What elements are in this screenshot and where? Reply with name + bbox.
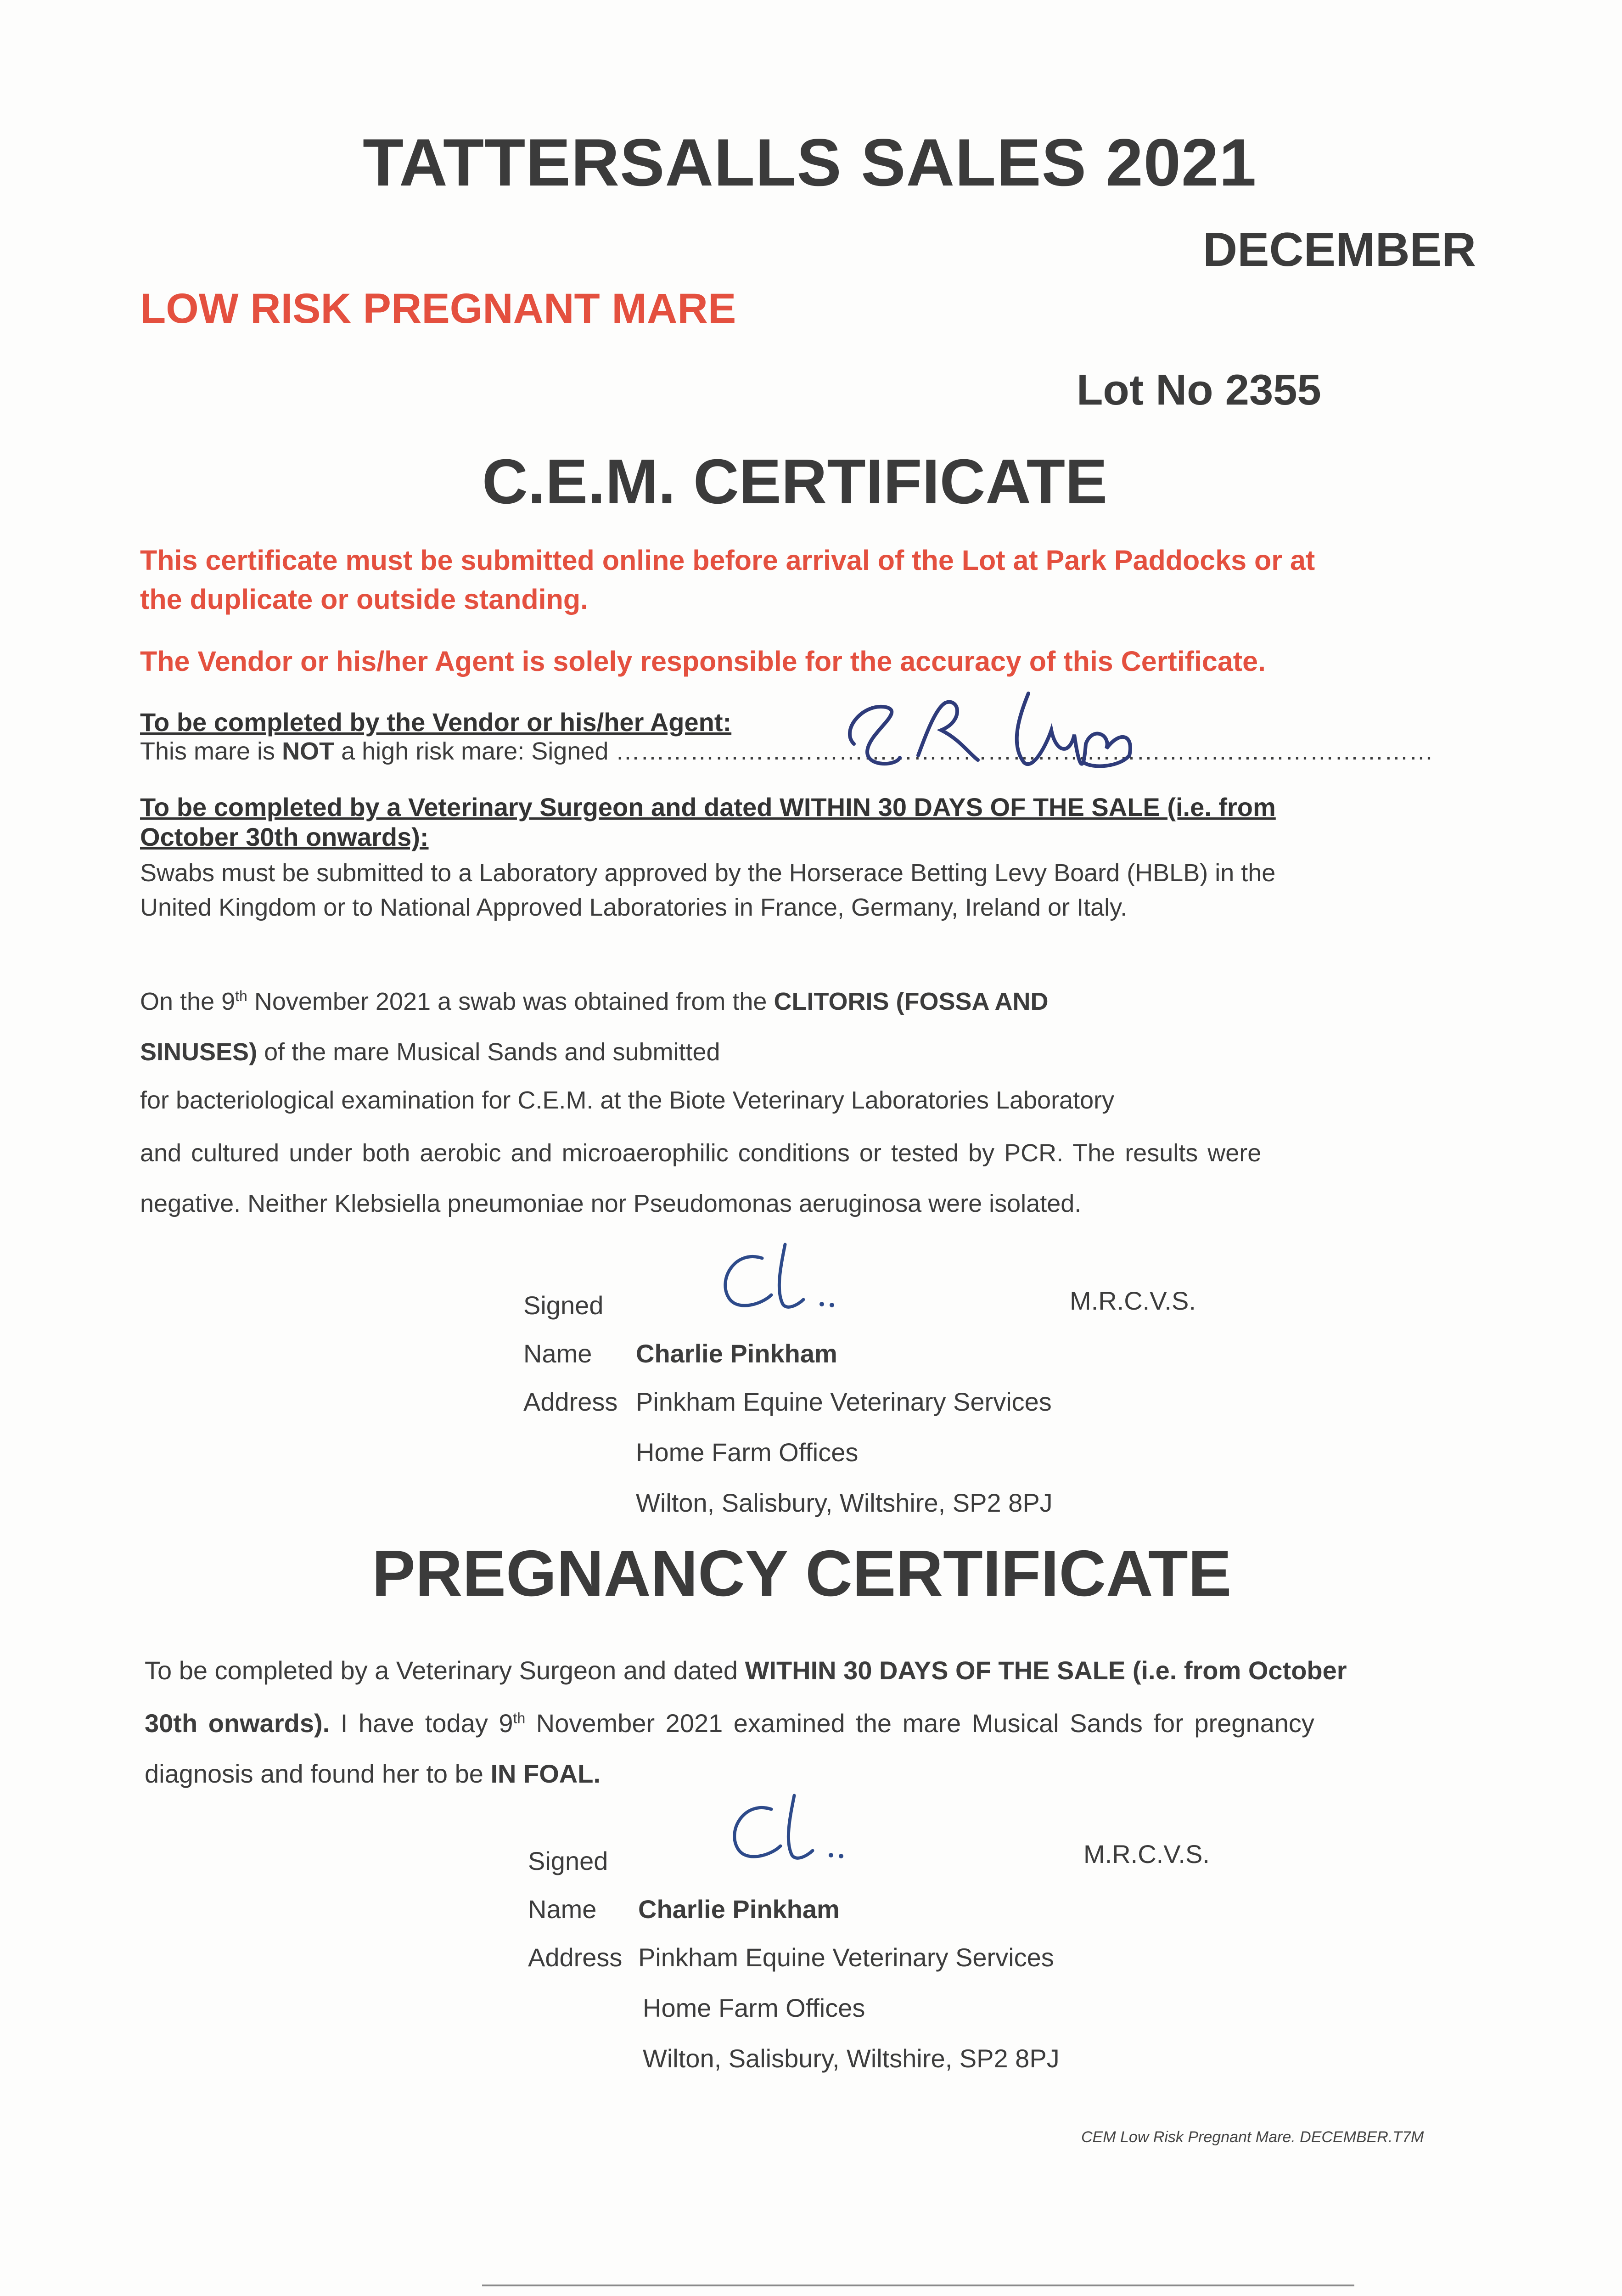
mare-type-label: LOW RISK PREGNANT MARE bbox=[140, 285, 736, 332]
vet-section-heading-line1: To be completed by a Veterinary Surgeon and dated WITHIN 30 DAYS OF THE SALE (i.e. from bbox=[140, 793, 1276, 822]
vendor-signature bbox=[836, 675, 1157, 781]
cem-certificate-title: C.E.M. CERTIFICATE bbox=[482, 446, 1108, 517]
swabs-line1: Swabs must be submitted to a Laboratory approved by the Horserace Betting Levy Board (HBLB) in the bbox=[140, 859, 1276, 887]
cem-mrcvs-label: M.R.C.V.S. bbox=[1070, 1286, 1196, 1315]
pregnancy-vet-signature bbox=[716, 1782, 863, 1874]
vendor-line-suffix: a high risk mare: Signed ……………………………………………………………………………………… bbox=[334, 737, 1434, 765]
preg3-a: diagnosis and found her to be bbox=[145, 1759, 491, 1788]
preg1-a: To be completed by a Veterinary Surgeon and dated bbox=[145, 1656, 745, 1685]
cem-vet-signature bbox=[707, 1231, 854, 1322]
para2-rest: of the mare Musical Sands and submitted bbox=[257, 1038, 720, 1066]
page-bottom-edge bbox=[482, 2285, 1354, 2286]
vendor-line-prefix: This mare is bbox=[140, 737, 282, 765]
para2-bold: SINUSES) bbox=[140, 1038, 258, 1066]
cem-responsibility-notice: The Vendor or his/her Agent is solely responsible for the accuracy of this Certificate. bbox=[140, 646, 1266, 677]
sales-title: TATTERSALLS SALES 2021 bbox=[363, 125, 1257, 200]
cem-paragraph-line3: for bacteriological examination for C.E.M. at the Biote Veterinary Laboratories Laboratory bbox=[140, 1086, 1115, 1114]
cem-paragraph-line1 bbox=[140, 987, 1048, 1016]
vendor-section-heading: To be completed by the Vendor or his/her Agent: bbox=[140, 708, 732, 737]
cem-notice-line1: This certificate must be submitted online before arrival of the Lot at Park Paddocks or at bbox=[140, 545, 1315, 576]
vet-section-heading-line2: October 30th onwards): bbox=[140, 822, 429, 851]
para1-sup: th bbox=[235, 988, 247, 1004]
swabs-line2: United Kingdom or to National Approved Laboratories in France, Germany, Ireland or Italy. bbox=[140, 894, 1128, 921]
cem-address-label: Address bbox=[523, 1387, 618, 1416]
para1-a: On the 9 bbox=[140, 988, 236, 1015]
pregnancy-address-line3: Wilton, Salisbury, Wiltshire, SP2 8PJ bbox=[643, 2044, 1060, 2073]
pregnancy-address-line2: Home Farm Offices bbox=[643, 1993, 865, 2022]
pregnancy-line3 bbox=[145, 1759, 601, 1789]
pregnancy-address-label: Address bbox=[528, 1943, 623, 1972]
pregnancy-signed-label: Signed bbox=[528, 1846, 608, 1875]
pregnancy-address-line1: Pinkham Equine Veterinary Services bbox=[638, 1943, 1054, 1972]
cem-signed-label: Signed bbox=[523, 1291, 604, 1320]
cem-paragraph-line5: negative. Neither Klebsiella pneumoniae nor Pseudomonas aeruginosa were isolated. bbox=[140, 1190, 1082, 1217]
preg2-sup: th bbox=[513, 1710, 526, 1727]
pregnancy-certificate-title: PREGNANCY CERTIFICATE bbox=[372, 1537, 1232, 1610]
preg1-bold: WITHIN 30 DAYS OF THE SALE (i.e. from October bbox=[745, 1656, 1347, 1685]
pregnancy-line2 bbox=[145, 1708, 1314, 1738]
pregnancy-mrcvs-label: M.R.C.V.S. bbox=[1083, 1840, 1210, 1868]
cem-paragraph-line4: and cultured under both aerobic and microaerophilic conditions or tested by PCR. The results were bbox=[140, 1139, 1262, 1167]
cem-notice-line2: the duplicate or outside standing. bbox=[140, 584, 589, 615]
footer-reference: CEM Low Risk Pregnant Mare. DECEMBER.T7M bbox=[1081, 2128, 1424, 2146]
cem-paragraph-line2 bbox=[140, 1038, 720, 1066]
pregnancy-name-label: Name bbox=[528, 1895, 597, 1924]
cem-address-line2: Home Farm Offices bbox=[636, 1438, 859, 1467]
pregnancy-name-value: Charlie Pinkham bbox=[638, 1895, 840, 1924]
cem-name-value: Charlie Pinkham bbox=[636, 1339, 837, 1368]
pregnancy-line1 bbox=[145, 1655, 1347, 1685]
preg2-bold: 30th onwards). bbox=[145, 1709, 330, 1738]
cem-address-line1: Pinkham Equine Veterinary Services bbox=[636, 1387, 1052, 1416]
lot-number: Lot No 2355 bbox=[1077, 366, 1321, 414]
sale-month: DECEMBER bbox=[1203, 223, 1476, 276]
preg3-bold: IN FOAL. bbox=[490, 1759, 601, 1788]
para1-bold: CLITORIS (FOSSA AND bbox=[774, 988, 1049, 1015]
vendor-declaration-line bbox=[140, 737, 1433, 765]
cem-name-label: Name bbox=[523, 1339, 592, 1368]
preg2-a: I have today 9 bbox=[330, 1709, 513, 1738]
vendor-line-not: NOT bbox=[282, 737, 335, 765]
preg2-b: November 2021 examined the mare Musical Sands for pregnancy bbox=[525, 1709, 1314, 1738]
cem-address-line3: Wilton, Salisbury, Wiltshire, SP2 8PJ bbox=[636, 1488, 1053, 1517]
para1-b: November 2021 a swab was obtained from the bbox=[247, 988, 774, 1015]
